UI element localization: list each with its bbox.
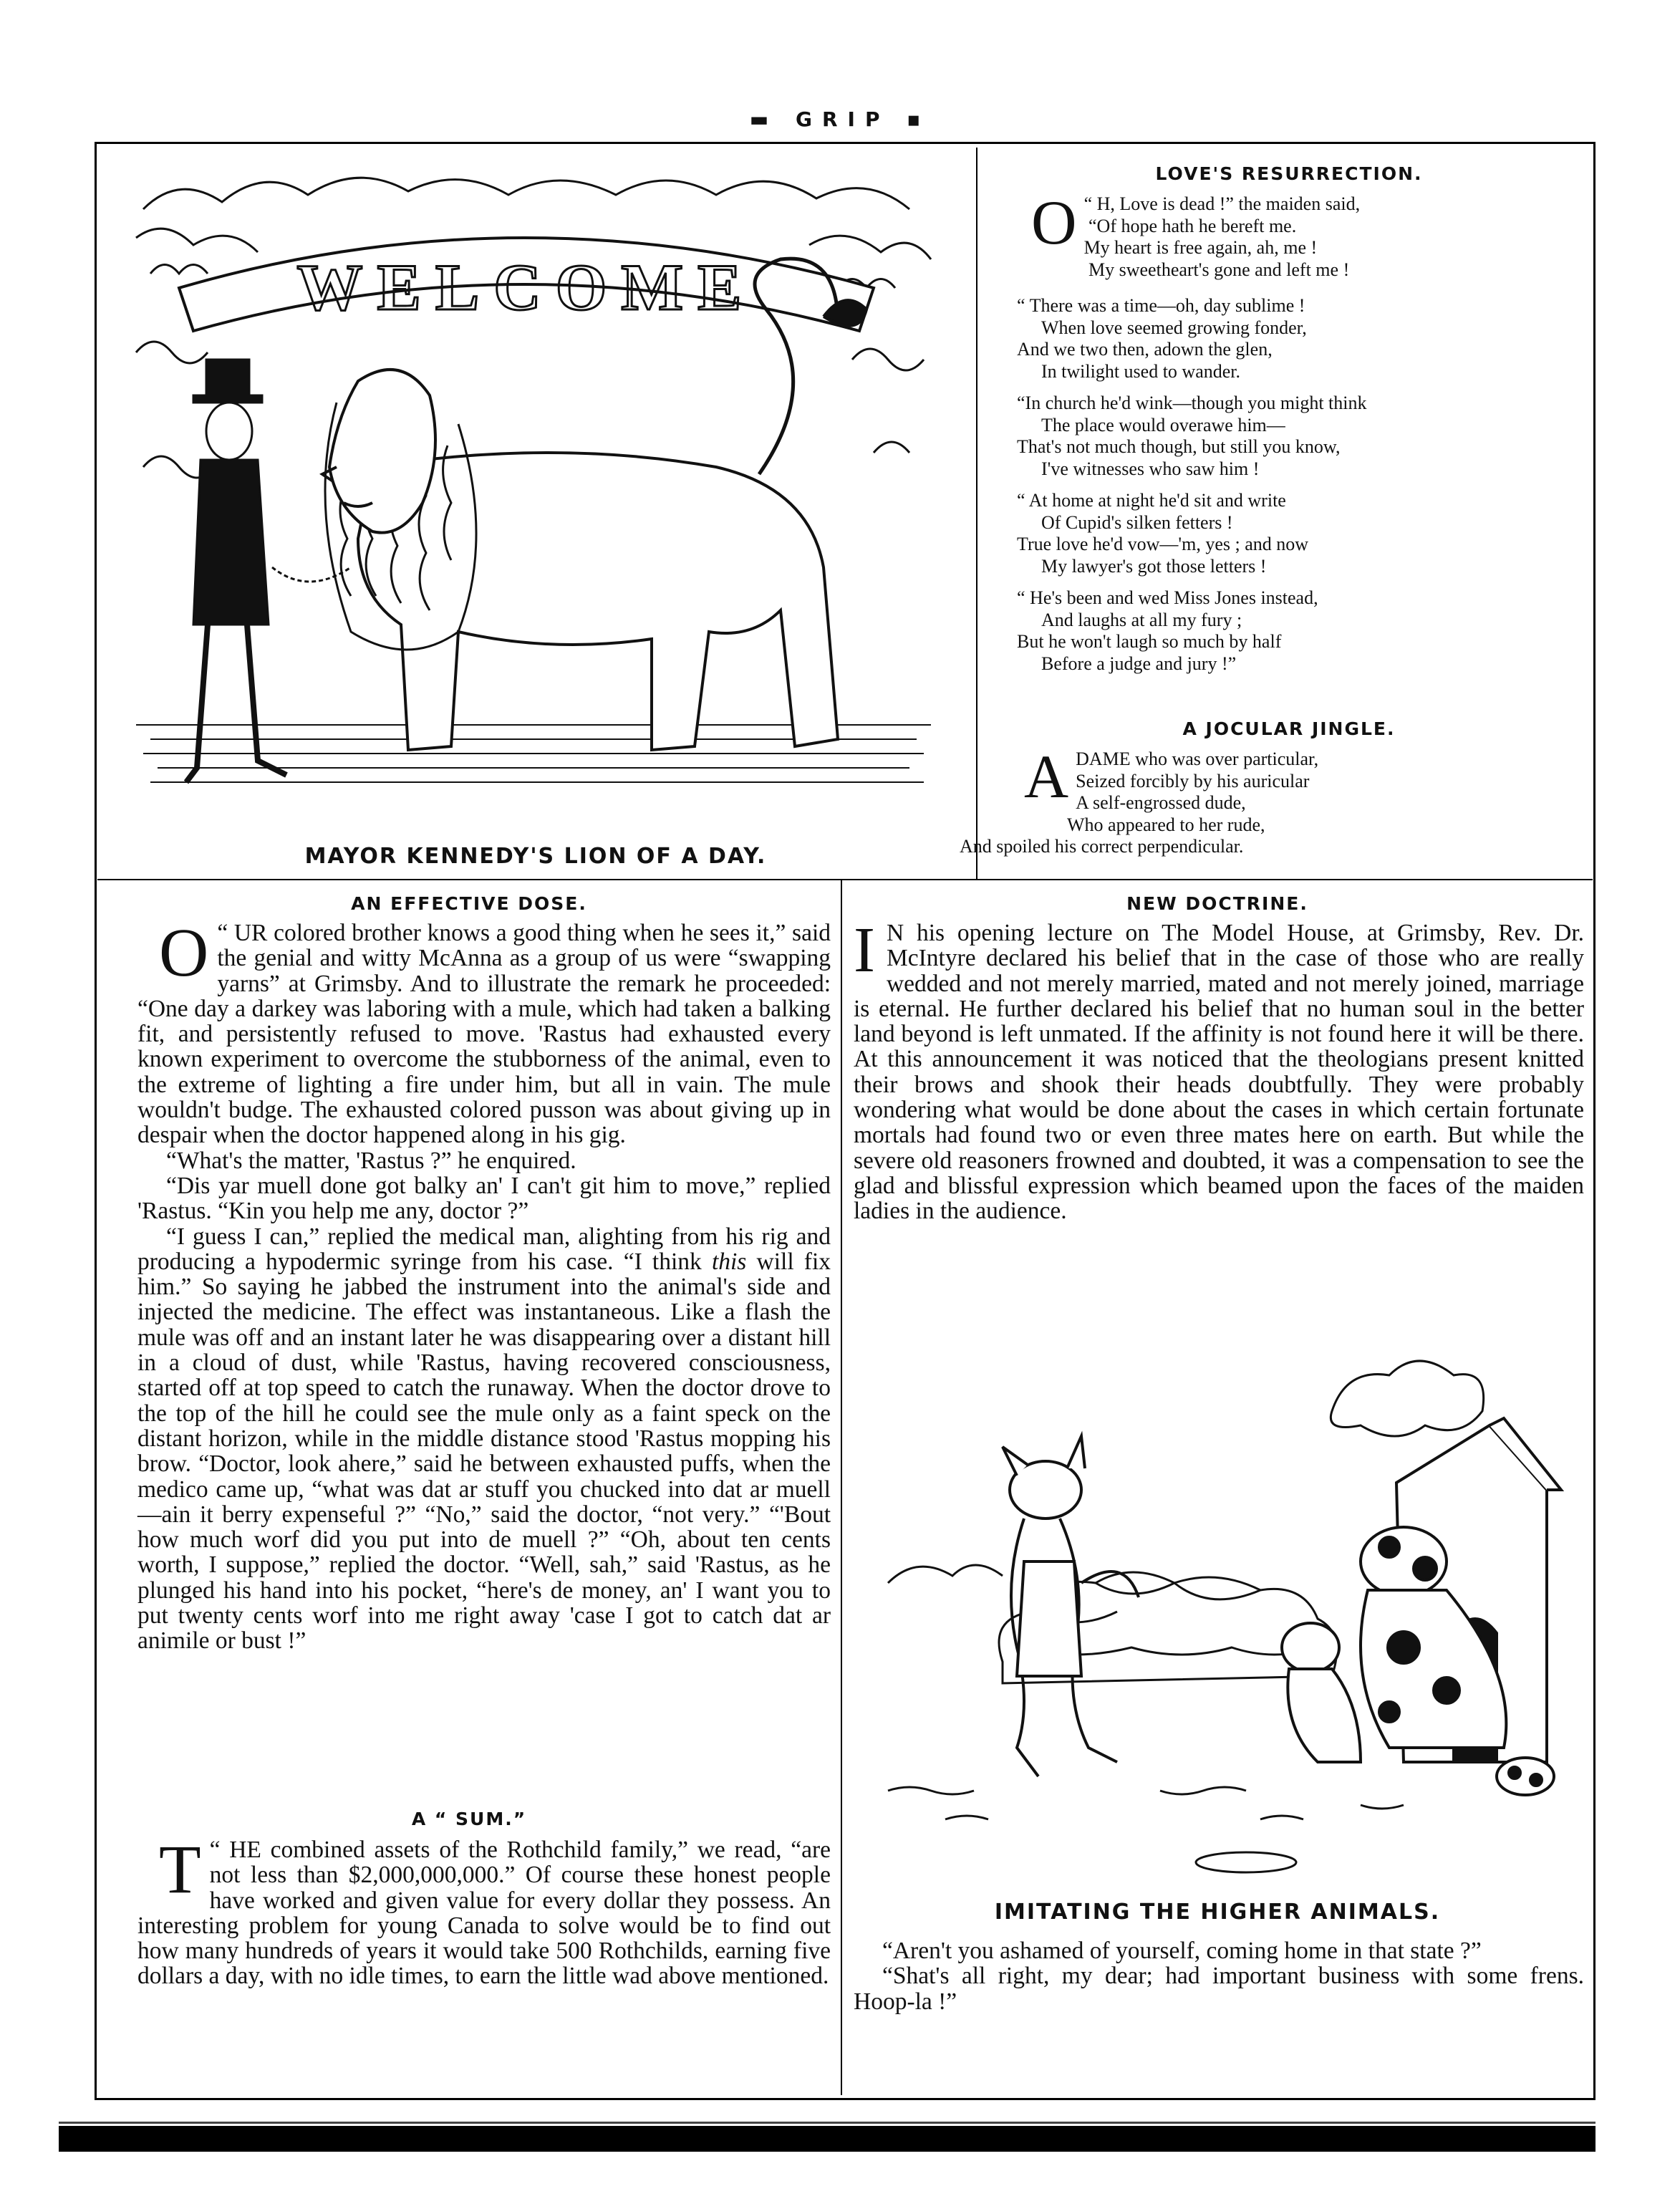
stanza1-line1: “ H, Love is dead !” the maiden said, [1083, 193, 1361, 214]
a-sum-dropcap: T [159, 1831, 201, 1907]
stanza3-line1: “In church he'd wink—though you might think [1017, 393, 1367, 413]
effective-dose-title: AN EFFECTIVE DOSE. [351, 893, 587, 914]
effective-dose-para2: “What's the matter, 'Rastus ?” he enquired. [166, 1147, 576, 1174]
higher-animals-para1: “Aren't you ashamed of yourself, coming home in that state ?” [882, 1938, 1482, 1964]
loves-resurrection-dropcap: O [1031, 188, 1077, 258]
stanza4-line2: Of Cupid's silken fetters ! [1041, 511, 1233, 533]
loves-resurrection-poem [1017, 188, 1590, 685]
stanza5-line1: “ He's been and wed Miss Jones instead, [1017, 587, 1318, 608]
jocular-jingle-poem [960, 742, 1590, 858]
jingle-line3: A self-engrossed dude, [1076, 792, 1246, 813]
bottom-rule-thin [59, 2122, 1595, 2124]
poem-stanza-4 [1017, 490, 1590, 577]
stanza2-line1: “ There was a time—oh, day sublime ! [1017, 295, 1305, 316]
a-sum-para1: “ HE combined assets of the Rothchild family,” we read, “are not less than $2,000,000,000.” Of course these honest people have worked and given value for every dollar they possess. An interesting problem for young Canada to solve would be to find out how many hundreds of years it would take 500 Rothchilds, earning five dollars a day, with no idle times, to earn the little wad above mentioned. [137, 1837, 831, 1990]
stanza4-line1: “ At home at night he'd sit and write [1017, 490, 1286, 511]
effective-dose-para4b: will fix him.” So saying he jabbed the instrument into the animal's side and injected the medicine. The effect was instantaneous. Like a flash the mule was off and an instant later he was disappearing over a distant hill in a cloud of dust, while 'Rastus, having recovered consciousness, started off at top speed to catch the runaway. When the doctor drove to the top of the hill he could see the mule only as a faint speck on the distant horizon, while in the middle distance stood 'Rastus mopping his brow. “Doctor, look ahere,” said he between exhausted puffs, when the medico came up, “what was dat ar stuff you chucked into dat ar muell—ain it berry expenseful ?” “No,” said the doctor, “not very.” “'Bout how much worf did you put into de muell ?” “Oh, about ten cents worth, I suppose,” replied the doctor. “Well, sah,” said 'Rastus, as he plunged his hand into his pocket, “here's de money, an' I want you to put twenty cents worf into me right away 'case I got to catch dat ar animile or bust !” [137, 1248, 831, 1655]
effective-dose-para3: “Dis yar muell done got balky an' I can't git him to move,” replied 'Rastus. “Kin you help me any, doctor ?” [137, 1172, 831, 1225]
stanza1-line4: My sweetheart's gone and left me ! [1088, 259, 1350, 280]
new-doctrine-para1: N his opening lecture on The Model House, at Grimsby, Rev. Dr. McIntyre declared his belief that in the case of those who are really wedded and not merely married, mated and not merely joined, marriage is eternal. He further declared his belief that no human soul in the better land beyond is left unmated. If the affinity is not found here it will be there. At this announcement it was noticed that the theologians present knitted their brows and shook their heads doubtfully. They were probably wondering what would be done about the cases in which certain fortunate mortals had found two or even three mates here on earth. But while the severe old reasoners frowned and doubted, it was a compensation to see the glad and blissful expression which beamed upon the faces of the maiden ladies in the audience. [854, 920, 1584, 1225]
top-column-divider [976, 148, 977, 880]
lion-drawing [122, 166, 945, 832]
masthead-right-mark: ▪ [907, 107, 931, 131]
stanza5-line3: But he won't laugh so much by half [1017, 631, 1282, 652]
stanza2-line2: When love seemed growing fonder, [1041, 317, 1307, 338]
masthead-title: GRIP [796, 107, 890, 131]
jocular-jingle-dropcap: A [1024, 742, 1069, 811]
stanza5-line2: And laughs at all my fury ; [1041, 609, 1242, 630]
effective-dose-dropcap: O [159, 914, 209, 991]
new-doctrine-title: NEW DOCTRINE. [1126, 893, 1308, 914]
a-sum-title: A “ SUM.” [411, 1809, 527, 1829]
effective-dose-emphasis: this [711, 1248, 747, 1275]
new-doctrine-article [854, 915, 1584, 1225]
jingle-line5: And spoiled his correct perpendicular. [960, 836, 1244, 857]
horizontal-divider [97, 879, 1593, 880]
poem-stanza-1 [1017, 188, 1590, 281]
new-doctrine-dropcap: I [854, 915, 875, 986]
loves-resurrection-title: LOVE'S RESURRECTION. [1155, 163, 1423, 184]
effective-dose-para1: “ UR colored brother knows a good thing when he sees it,” said the genial and witty McAnna as a group of us were “swapping yarns” at Grimsby. And to illustrate the remark he proceeded: “One day a darkey was laboring with a mule, which had taken a balking fit, and persistently refused to move. 'Rastus had exhausted every known experiment to overcome the stubborness of the animal, even to the extreme of lighting a fire under him, but all in vain. The mule wouldn't budge. The exhausted colored pusson was about giving up in despair when the doctor happened along in his gig. [137, 920, 831, 1149]
higher-animals-dialogue [854, 1938, 1584, 2014]
welcome-banner-text: WELCOME [296, 251, 756, 324]
a-sum-article [137, 1831, 831, 1990]
stanza1-line2: “Of hope hath he bereft me. [1088, 215, 1297, 236]
lion-caption: MAYOR KENNEDY'S LION OF A DAY. [304, 844, 767, 869]
stanza3-line3: That's not much though, but still you know, [1017, 436, 1341, 457]
poem-stanza-2 [1017, 295, 1590, 382]
jingle-line4: Who appeared to her rude, [1067, 814, 1265, 835]
bottom-column-divider [841, 880, 842, 2095]
poem-stanza-5 [1017, 587, 1590, 675]
effective-dose-article [137, 914, 831, 1655]
higher-animals-para2: “Shat's all right, my dear; had important business with some frens. Hoop-la !” [854, 1963, 1584, 2015]
effective-dose-para4 [137, 1224, 831, 1654]
masthead-left-mark: ▬ [749, 107, 779, 131]
jocular-jingle-title: A JOCULAR JINGLE. [1182, 718, 1396, 739]
jingle-line1: DAME who was over particular, [1076, 749, 1319, 769]
dogs-illustration [859, 1347, 1575, 1891]
stanza2-line3: And we two then, adown the glen, [1017, 339, 1273, 360]
dogs-drawing [859, 1347, 1575, 1891]
poem-stanza-3 [1017, 393, 1590, 480]
bottom-rule [59, 2126, 1595, 2152]
stanza4-line4: My lawyer's got those letters ! [1041, 555, 1267, 577]
lion-illustration [122, 166, 945, 832]
jingle-line2: Seized forcibly by his auricular [1076, 770, 1310, 791]
stanza4-line3: True love he'd vow—'m, yes ; and now [1017, 534, 1309, 554]
stanza3-line2: The place would overawe him— [1041, 414, 1285, 435]
stanza2-line4: In twilight used to wander. [1041, 360, 1241, 382]
stanza3-line4: I've witnesses who saw him ! [1041, 458, 1260, 479]
stanza5-line4: Before a judge and jury !” [1041, 653, 1237, 674]
dogs-caption: IMITATING THE HIGHER ANIMALS. [994, 1900, 1441, 1925]
effective-dose-para4a: “I guess I can,” replied the medical man, alighting from his rig and producing a hypodermic syringe from his case. “I think [137, 1223, 831, 1275]
stanza1-line3: My heart is free again, ah, me ! [1083, 237, 1318, 258]
jocular-jingle-lines [960, 742, 1590, 858]
masthead [0, 107, 1680, 131]
